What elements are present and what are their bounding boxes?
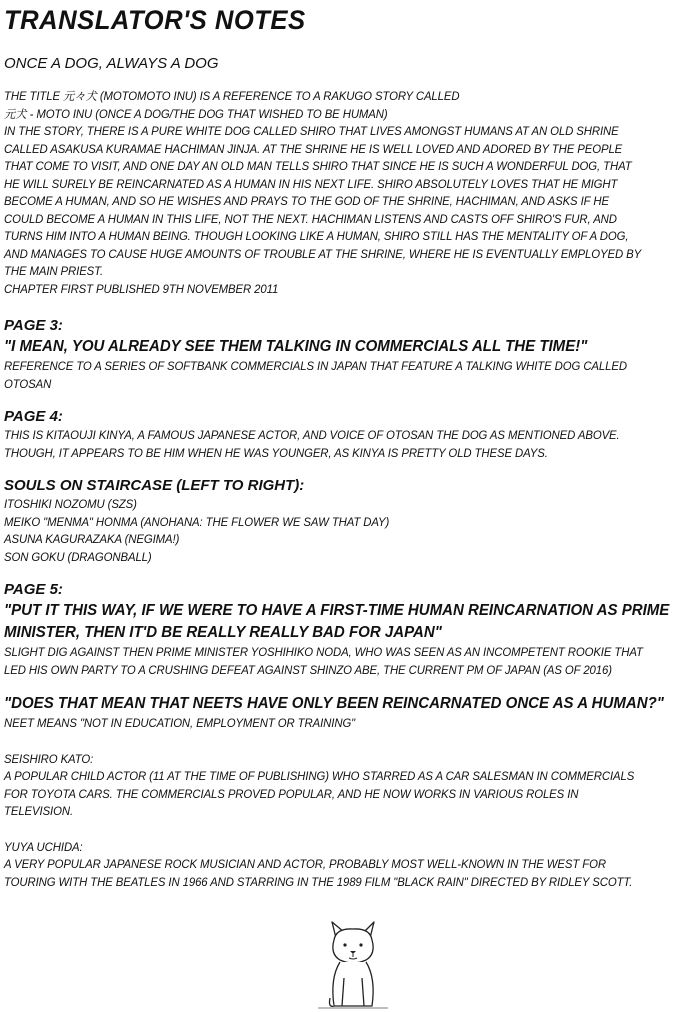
intro-line: BECOME A HUMAN, AND SO HE WISHES AND PRAYS TO THE GOD OF THE SHRINE, HACHIMAN, AND ASKS IF HE <box>4 195 609 208</box>
intro-line: THE TITLE 元々犬 (MOTOMOTO INU) IS A REFERENCE TO A RAKUGO STORY CALLED <box>4 90 460 103</box>
note-line: REFERENCE TO A SERIES OF SOFTBANK COMMERCIALS IN JAPAN THAT FEATURE A TALKING WHITE DOG CALLED <box>4 360 627 373</box>
intro-line: AND MANAGES TO CAUSE HUGE AMOUNTS OF TROUBLE AT THE SHRINE, WHERE HE IS EVENTUALLY EMPLOYED BY <box>4 247 642 261</box>
spacer <box>4 393 696 407</box>
spacer <box>4 733 696 751</box>
note-line: OTOSAN <box>4 377 52 391</box>
note-line: NEET MEANS "NOT IN EDUCATION, EMPLOYMENT OR TRAINING" <box>4 717 356 730</box>
spacer <box>4 462 696 476</box>
intro-line: CALLED ASAKUSA KURAMAE HACHIMAN JINJA. AT THE SHRINE HE IS WELL LOVED AND ADORED BY THE PEOPLE <box>4 142 623 156</box>
spacer <box>4 679 696 693</box>
note-line: SLIGHT DIG AGAINST THEN PRIME MINISTER YOSHIHIKO NODA, WHO WAS SEEN AS AN INCOMPETENT ROOKIE THAT <box>4 646 643 659</box>
yuya-note-line: A VERY POPULAR JAPANESE ROCK MUSICIAN AND ACTOR, PROBABLY MOST WELL-KNOWN IN THE WEST FOR <box>4 858 606 871</box>
note-line: THIS IS KITAOUJI KINYA, A FAMOUS JAPANESE ACTOR, AND VOICE OF OTOSAN THE DOG AS MENTIONED ABOVE. <box>4 429 620 442</box>
page-title: TRANSLATOR'S NOTES <box>4 5 306 35</box>
section-heading-page-3: PAGE 3: <box>4 317 63 334</box>
chapter-subtitle: ONCE A DOG, ALWAYS A DOG <box>4 55 219 72</box>
seishiro-note-line: SEISHIRO KATO: <box>4 752 94 766</box>
intro-line: COULD BECOME A HUMAN IN THIS LIFE, NOT THE NEXT. HACHIMAN LISTENS AND CASTS OFF SHIRO'S FUR, AND <box>4 212 617 226</box>
note-line: THOUGH, IT APPEARS TO BE HIM WHEN HE WAS YOUNGER, AS KINYA IS PRETTY OLD THESE DAYS. <box>4 446 548 460</box>
spacer <box>4 821 696 839</box>
note-line: LED HIS OWN PARTY TO A CRUSHING DEFEAT AGAINST SHINZO ABE, THE CURRENT PM OF JAPAN (AS OF 2016) <box>4 663 612 677</box>
intro-line: 元犬 - MOTO INU (ONCE A DOG/THE DOG THAT WISHED TO BE HUMAN) <box>4 107 388 121</box>
name-line: ASUNA KAGURAZAKA (NEGIMA!) <box>4 533 180 546</box>
intro-line: CHAPTER FIRST PUBLISHED 9TH NOVEMBER 2011 <box>4 282 279 296</box>
intro-line: TURNS HIM INTO A HUMAN BEING. THOUGH LOOKING LIKE A HUMAN, SHIRO STILL HAS THE MENTALITY OF A DOG, <box>4 230 629 243</box>
section-heading-page-5: PAGE 5: <box>4 581 63 598</box>
notes-content <box>4 74 696 891</box>
seishiro-note-line: FOR TOYOTA CARS. THE COMMERCIALS PROVED POPULAR, AND HE NOW WORKS IN VARIOUS ROLES IN <box>4 787 579 801</box>
spacer <box>4 566 696 580</box>
seishiro-note-line: TELEVISION. <box>4 805 74 818</box>
yuya-note-line: YUYA UCHIDA: <box>4 840 83 854</box>
quote-line: "DOES THAT MEAN THAT NEETS HAVE ONLY BEEN REINCARNATED ONCE AS A HUMAN?" <box>4 695 664 712</box>
intro-line: THAT COME TO VISIT, AND ONE DAY AN OLD MAN TELLS SHIRO THAT SINCE HE IS SUCH A WONDERFUL DOG, THAT <box>4 160 632 173</box>
name-line: SON GOKU (DRAGONBALL) <box>4 550 152 564</box>
yuya-note-line: TOURING WITH THE BEATLES IN 1966 AND STARRING IN THE 1989 FILM "BLACK RAIN" DIRECTED BY RIDLEY SCOTT. <box>4 875 633 889</box>
quote-line: "PUT IT THIS WAY, IF WE WERE TO HAVE A FIRST-TIME HUMAN REINCARNATION AS PRIME <box>4 602 670 619</box>
quote-line: "I MEAN, YOU ALREADY SEE THEM TALKING IN COMMERCIALS ALL THE TIME!" <box>4 338 588 355</box>
intro-line: IN THE STORY, THERE IS A PURE WHITE DOG CALLED SHIRO THAT LIVES AMONGST HUMANS AT AN OLD SHRINE <box>4 125 619 138</box>
name-line: MEIKO "MENMA" HONMA (ANOHANA: THE FLOWER WE SAW THAT DAY) <box>4 515 390 529</box>
spacer <box>4 298 696 316</box>
intro-line: HE WILL SURELY BE REINCARNATED AS A HUMAN IN HIS NEXT LIFE. SHIRO ABSOLUTELY LOVES THAT HE MIGHT <box>4 177 618 191</box>
sitting-dog-illustration <box>306 918 398 1010</box>
translators-notes-page <box>4 0 696 891</box>
name-line: ITOSHIKI NOZOMU (SZS) <box>4 498 137 511</box>
spacer <box>4 74 696 88</box>
section-heading-page-4: PAGE 4: <box>4 408 63 425</box>
seishiro-note-line: A POPULAR CHILD ACTOR (11 AT THE TIME OF PUBLISHING) WHO STARRED AS A CAR SALESMAN IN COMMERCIALS <box>4 770 635 783</box>
quote-line: MINISTER, THEN IT'D BE REALLY REALLY BAD FOR JAPAN" <box>4 624 442 641</box>
intro-line: THE MAIN PRIEST. <box>4 265 104 278</box>
section-heading-souls: SOULS ON STAIRCASE (LEFT TO RIGHT): <box>4 477 305 494</box>
